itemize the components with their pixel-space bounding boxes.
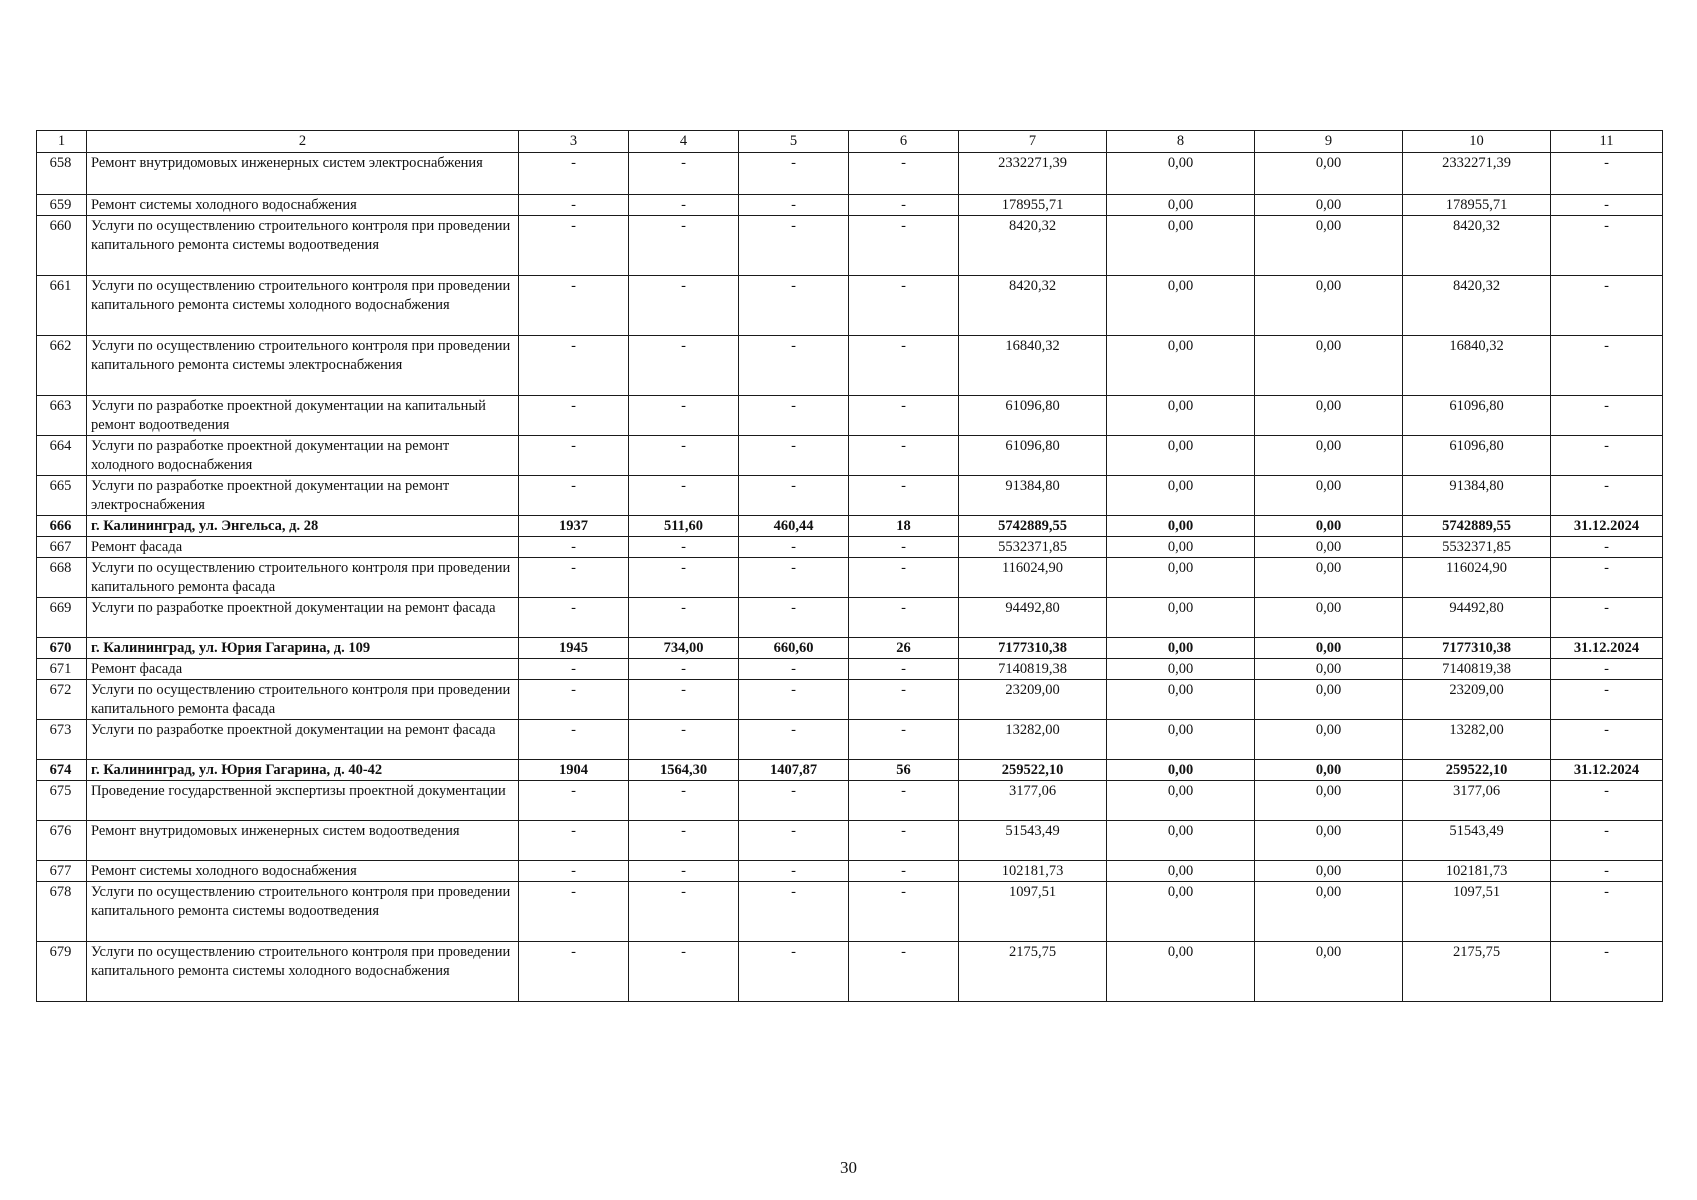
item-name-cell: Ремонт системы холодного водоснабжения — [87, 861, 519, 882]
col-7-cell: 16840,32 — [959, 336, 1107, 396]
table-row — [37, 476, 1663, 516]
item-name-cell: Услуги по разработке проектной документации на ремонт фасада — [87, 598, 519, 638]
col-5-cell: - — [739, 436, 849, 476]
col-3-cell: - — [519, 558, 629, 598]
col-5-cell: - — [739, 153, 849, 195]
table-row — [37, 942, 1663, 1002]
row-number-cell: 679 — [37, 942, 87, 1002]
col-6-cell: - — [849, 558, 959, 598]
col-4-cell: - — [629, 195, 739, 216]
col-10-cell: 1097,51 — [1403, 882, 1551, 942]
col-4-cell: - — [629, 882, 739, 942]
col-4-cell: - — [629, 659, 739, 680]
col-10-cell: 259522,10 — [1403, 760, 1551, 781]
item-name-cell: Услуги по осуществлению строительного контроля при проведении капитального ремонта фасада — [87, 558, 519, 598]
table-row — [37, 720, 1663, 760]
col-7-cell: 5742889,55 — [959, 516, 1107, 537]
col-9-cell: 0,00 — [1255, 216, 1403, 276]
col-5-cell: 660,60 — [739, 638, 849, 659]
col-10-cell: 5742889,55 — [1403, 516, 1551, 537]
col-8-cell: 0,00 — [1107, 821, 1255, 861]
col-3-cell: - — [519, 720, 629, 760]
table-row — [37, 680, 1663, 720]
table-row — [37, 396, 1663, 436]
col-3-cell: - — [519, 276, 629, 336]
col-6-cell: - — [849, 882, 959, 942]
row-number-cell: 666 — [37, 516, 87, 537]
col-8-cell: 0,00 — [1107, 760, 1255, 781]
col-4-cell: - — [629, 680, 739, 720]
item-name-cell: г. Калининград, ул. Юрия Гагарина, д. 40-42 — [87, 760, 519, 781]
col-5-cell: 1407,87 — [739, 760, 849, 781]
col-8-cell: 0,00 — [1107, 638, 1255, 659]
table-row — [37, 195, 1663, 216]
col-6-cell: - — [849, 537, 959, 558]
col-5-cell: 460,44 — [739, 516, 849, 537]
col-7-cell: 7177310,38 — [959, 638, 1107, 659]
row-number-cell: 665 — [37, 476, 87, 516]
col-9-cell: 0,00 — [1255, 598, 1403, 638]
col-11-cell: - — [1551, 396, 1663, 436]
col-10-cell: 23209,00 — [1403, 680, 1551, 720]
col-3-cell: - — [519, 153, 629, 195]
item-name-cell: г. Калининград, ул. Энгельса, д. 28 — [87, 516, 519, 537]
col-6-cell: - — [849, 396, 959, 436]
col-9-cell: 0,00 — [1255, 638, 1403, 659]
row-number-cell: 672 — [37, 680, 87, 720]
col-11-cell: - — [1551, 276, 1663, 336]
col-11-cell: - — [1551, 216, 1663, 276]
col-3-cell: - — [519, 216, 629, 276]
col-10-cell: 51543,49 — [1403, 821, 1551, 861]
col-10-cell: 2332271,39 — [1403, 153, 1551, 195]
table-row — [37, 821, 1663, 861]
col-5-cell: - — [739, 781, 849, 821]
col-8-cell: 0,00 — [1107, 436, 1255, 476]
row-number-cell: 660 — [37, 216, 87, 276]
table-row — [37, 276, 1663, 336]
header-cell: 6 — [849, 131, 959, 153]
col-11-cell: - — [1551, 680, 1663, 720]
col-6-cell: - — [849, 659, 959, 680]
item-name-cell: Услуги по осуществлению строительного контроля при проведении капитального ремонта системы водоотведения — [87, 216, 519, 276]
col-3-cell: - — [519, 336, 629, 396]
item-name-cell: Ремонт фасада — [87, 537, 519, 558]
col-9-cell: 0,00 — [1255, 516, 1403, 537]
item-name-cell: Проведение государственной экспертизы проектной документации — [87, 781, 519, 821]
col-11-cell: - — [1551, 821, 1663, 861]
table-row — [37, 659, 1663, 680]
col-4-cell: - — [629, 821, 739, 861]
col-11-cell: - — [1551, 882, 1663, 942]
col-5-cell: - — [739, 882, 849, 942]
table-row — [37, 216, 1663, 276]
col-8-cell: 0,00 — [1107, 336, 1255, 396]
col-10-cell: 61096,80 — [1403, 396, 1551, 436]
col-6-cell: - — [849, 276, 959, 336]
col-4-cell: - — [629, 336, 739, 396]
col-7-cell: 94492,80 — [959, 598, 1107, 638]
col-5-cell: - — [739, 720, 849, 760]
table-row — [37, 436, 1663, 476]
item-name-cell: Услуги по осуществлению строительного контроля при проведении капитального ремонта системы холодного водоснабжения — [87, 942, 519, 1002]
col-6-cell: - — [849, 216, 959, 276]
col-10-cell: 2175,75 — [1403, 942, 1551, 1002]
col-11-cell: - — [1551, 659, 1663, 680]
row-number-cell: 673 — [37, 720, 87, 760]
item-name-cell: Услуги по разработке проектной документации на ремонт холодного водоснабжения — [87, 436, 519, 476]
col-4-cell: - — [629, 216, 739, 276]
table-row — [37, 558, 1663, 598]
col-4-cell: - — [629, 861, 739, 882]
col-5-cell: - — [739, 336, 849, 396]
row-number-cell: 671 — [37, 659, 87, 680]
col-3-cell: 1904 — [519, 760, 629, 781]
col-7-cell: 7140819,38 — [959, 659, 1107, 680]
col-9-cell: 0,00 — [1255, 821, 1403, 861]
col-11-cell: 31.12.2024 — [1551, 760, 1663, 781]
col-3-cell: - — [519, 476, 629, 516]
col-10-cell: 7177310,38 — [1403, 638, 1551, 659]
table-row — [37, 153, 1663, 195]
col-11-cell: - — [1551, 153, 1663, 195]
col-9-cell: 0,00 — [1255, 882, 1403, 942]
col-8-cell: 0,00 — [1107, 781, 1255, 821]
col-4-cell: - — [629, 276, 739, 336]
col-7-cell: 2175,75 — [959, 942, 1107, 1002]
table-row — [37, 882, 1663, 942]
col-7-cell: 8420,32 — [959, 276, 1107, 336]
col-6-cell: - — [849, 153, 959, 195]
col-9-cell: 0,00 — [1255, 537, 1403, 558]
row-number-cell: 677 — [37, 861, 87, 882]
col-3-cell: - — [519, 882, 629, 942]
col-7-cell: 102181,73 — [959, 861, 1107, 882]
col-11-cell: - — [1551, 195, 1663, 216]
row-number-cell: 676 — [37, 821, 87, 861]
item-name-cell: Услуги по осуществлению строительного контроля при проведении капитального ремонта системы водоотведения — [87, 882, 519, 942]
item-name-cell: Услуги по осуществлению строительного контроля при проведении капитального ремонта фасада — [87, 680, 519, 720]
col-9-cell: 0,00 — [1255, 781, 1403, 821]
col-9-cell: 0,00 — [1255, 195, 1403, 216]
col-6-cell: - — [849, 942, 959, 1002]
col-8-cell: 0,00 — [1107, 659, 1255, 680]
col-11-cell: 31.12.2024 — [1551, 638, 1663, 659]
col-6-cell: - — [849, 821, 959, 861]
col-6-cell: - — [849, 476, 959, 516]
data-table — [36, 130, 1663, 1002]
col-9-cell: 0,00 — [1255, 659, 1403, 680]
item-name-cell: Услуги по разработке проектной документации на капитальный ремонт водоотведения — [87, 396, 519, 436]
row-number-cell: 667 — [37, 537, 87, 558]
col-9-cell: 0,00 — [1255, 476, 1403, 516]
table-row — [37, 516, 1663, 537]
col-10-cell: 116024,90 — [1403, 558, 1551, 598]
row-number-cell: 661 — [37, 276, 87, 336]
col-3-cell: - — [519, 396, 629, 436]
col-5-cell: - — [739, 558, 849, 598]
col-11-cell: 31.12.2024 — [1551, 516, 1663, 537]
col-5-cell: - — [739, 476, 849, 516]
col-8-cell: 0,00 — [1107, 476, 1255, 516]
item-name-cell: Услуги по разработке проектной документации на ремонт фасада — [87, 720, 519, 760]
col-6-cell: - — [849, 781, 959, 821]
item-name-cell: Ремонт фасада — [87, 659, 519, 680]
col-5-cell: - — [739, 942, 849, 1002]
item-name-cell: Ремонт системы холодного водоснабжения — [87, 195, 519, 216]
col-8-cell: 0,00 — [1107, 861, 1255, 882]
document-sheet — [36, 130, 1662, 1002]
col-7-cell: 5532371,85 — [959, 537, 1107, 558]
col-3-cell: - — [519, 680, 629, 720]
col-7-cell: 3177,06 — [959, 781, 1107, 821]
col-3-cell: - — [519, 195, 629, 216]
header-cell: 3 — [519, 131, 629, 153]
col-7-cell: 23209,00 — [959, 680, 1107, 720]
col-9-cell: 0,00 — [1255, 720, 1403, 760]
item-name-cell: Услуги по разработке проектной документации на ремонт электроснабжения — [87, 476, 519, 516]
col-3-cell: - — [519, 436, 629, 476]
col-11-cell: - — [1551, 436, 1663, 476]
col-9-cell: 0,00 — [1255, 558, 1403, 598]
col-8-cell: 0,00 — [1107, 720, 1255, 760]
col-9-cell: 0,00 — [1255, 336, 1403, 396]
col-8-cell: 0,00 — [1107, 195, 1255, 216]
col-10-cell: 8420,32 — [1403, 216, 1551, 276]
row-number-cell: 659 — [37, 195, 87, 216]
col-8-cell: 0,00 — [1107, 276, 1255, 336]
col-11-cell: - — [1551, 537, 1663, 558]
col-6-cell: - — [849, 680, 959, 720]
col-11-cell: - — [1551, 720, 1663, 760]
col-10-cell: 61096,80 — [1403, 436, 1551, 476]
col-6-cell: - — [849, 195, 959, 216]
col-9-cell: 0,00 — [1255, 436, 1403, 476]
col-5-cell: - — [739, 195, 849, 216]
col-7-cell: 1097,51 — [959, 882, 1107, 942]
col-11-cell: - — [1551, 558, 1663, 598]
col-3-cell: - — [519, 861, 629, 882]
header-cell: 11 — [1551, 131, 1663, 153]
row-number-cell: 669 — [37, 598, 87, 638]
table-row — [37, 781, 1663, 821]
col-10-cell: 13282,00 — [1403, 720, 1551, 760]
col-3-cell: 1937 — [519, 516, 629, 537]
col-9-cell: 0,00 — [1255, 396, 1403, 436]
col-11-cell: - — [1551, 781, 1663, 821]
col-8-cell: 0,00 — [1107, 942, 1255, 1002]
col-9-cell: 0,00 — [1255, 276, 1403, 336]
col-8-cell: 0,00 — [1107, 216, 1255, 276]
col-7-cell: 51543,49 — [959, 821, 1107, 861]
col-10-cell: 5532371,85 — [1403, 537, 1551, 558]
col-5-cell: - — [739, 861, 849, 882]
table-row — [37, 760, 1663, 781]
col-5-cell: - — [739, 216, 849, 276]
row-number-cell: 658 — [37, 153, 87, 195]
col-10-cell: 16840,32 — [1403, 336, 1551, 396]
header-cell: 9 — [1255, 131, 1403, 153]
col-4-cell: - — [629, 153, 739, 195]
table-row — [37, 537, 1663, 558]
row-number-cell: 668 — [37, 558, 87, 598]
col-4-cell: - — [629, 942, 739, 1002]
col-9-cell: 0,00 — [1255, 861, 1403, 882]
item-name-cell: г. Калининград, ул. Юрия Гагарина, д. 109 — [87, 638, 519, 659]
col-4-cell: - — [629, 598, 739, 638]
item-name-cell: Ремонт внутридомовых инженерных систем водоотведения — [87, 821, 519, 861]
col-7-cell: 61096,80 — [959, 396, 1107, 436]
col-9-cell: 0,00 — [1255, 760, 1403, 781]
col-10-cell: 91384,80 — [1403, 476, 1551, 516]
item-name-cell: Ремонт внутридомовых инженерных систем электроснабжения — [87, 153, 519, 195]
col-8-cell: 0,00 — [1107, 882, 1255, 942]
col-7-cell: 8420,32 — [959, 216, 1107, 276]
col-7-cell: 61096,80 — [959, 436, 1107, 476]
header-cell: 7 — [959, 131, 1107, 153]
col-8-cell: 0,00 — [1107, 598, 1255, 638]
col-5-cell: - — [739, 821, 849, 861]
col-7-cell: 178955,71 — [959, 195, 1107, 216]
header-cell: 10 — [1403, 131, 1551, 153]
col-4-cell: - — [629, 781, 739, 821]
col-3-cell: - — [519, 781, 629, 821]
col-9-cell: 0,00 — [1255, 153, 1403, 195]
col-7-cell: 91384,80 — [959, 476, 1107, 516]
col-6-cell: - — [849, 861, 959, 882]
col-4-cell: - — [629, 558, 739, 598]
col-7-cell: 13282,00 — [959, 720, 1107, 760]
col-10-cell: 94492,80 — [1403, 598, 1551, 638]
col-4-cell: - — [629, 396, 739, 436]
col-6-cell: - — [849, 720, 959, 760]
page-number: 30 — [840, 1158, 857, 1177]
col-9-cell: 0,00 — [1255, 942, 1403, 1002]
col-8-cell: 0,00 — [1107, 558, 1255, 598]
col-9-cell: 0,00 — [1255, 680, 1403, 720]
col-4-cell: - — [629, 436, 739, 476]
header-cell: 5 — [739, 131, 849, 153]
table-row — [37, 861, 1663, 882]
col-7-cell: 116024,90 — [959, 558, 1107, 598]
col-11-cell: - — [1551, 598, 1663, 638]
col-4-cell: - — [629, 476, 739, 516]
row-number-cell: 678 — [37, 882, 87, 942]
col-4-cell: - — [629, 537, 739, 558]
col-3-cell: 1945 — [519, 638, 629, 659]
col-3-cell: - — [519, 659, 629, 680]
col-6-cell: 26 — [849, 638, 959, 659]
col-8-cell: 0,00 — [1107, 537, 1255, 558]
item-name-cell: Услуги по осуществлению строительного контроля при проведении капитального ремонта системы холодного водоснабжения — [87, 276, 519, 336]
row-number-cell: 674 — [37, 760, 87, 781]
header-cell: 1 — [37, 131, 87, 153]
col-10-cell: 3177,06 — [1403, 781, 1551, 821]
col-8-cell: 0,00 — [1107, 396, 1255, 436]
col-11-cell: - — [1551, 861, 1663, 882]
row-number-cell: 675 — [37, 781, 87, 821]
header-cell: 8 — [1107, 131, 1255, 153]
col-6-cell: - — [849, 336, 959, 396]
item-name-cell: Услуги по осуществлению строительного контроля при проведении капитального ремонта системы электроснабжения — [87, 336, 519, 396]
col-3-cell: - — [519, 598, 629, 638]
col-8-cell: 0,00 — [1107, 680, 1255, 720]
col-6-cell: - — [849, 598, 959, 638]
col-3-cell: - — [519, 821, 629, 861]
col-8-cell: 0,00 — [1107, 516, 1255, 537]
col-10-cell: 102181,73 — [1403, 861, 1551, 882]
col-7-cell: 259522,10 — [959, 760, 1107, 781]
col-6-cell: 56 — [849, 760, 959, 781]
header-row — [37, 131, 1663, 153]
col-5-cell: - — [739, 537, 849, 558]
row-number-cell: 662 — [37, 336, 87, 396]
col-5-cell: - — [739, 276, 849, 336]
col-4-cell: 511,60 — [629, 516, 739, 537]
table-row — [37, 638, 1663, 659]
col-6-cell: - — [849, 436, 959, 476]
col-8-cell: 0,00 — [1107, 153, 1255, 195]
col-11-cell: - — [1551, 336, 1663, 396]
col-11-cell: - — [1551, 942, 1663, 1002]
col-4-cell: 734,00 — [629, 638, 739, 659]
col-5-cell: - — [739, 659, 849, 680]
header-cell: 4 — [629, 131, 739, 153]
col-5-cell: - — [739, 680, 849, 720]
row-number-cell: 670 — [37, 638, 87, 659]
row-number-cell: 664 — [37, 436, 87, 476]
col-4-cell: - — [629, 720, 739, 760]
col-4-cell: 1564,30 — [629, 760, 739, 781]
col-11-cell: - — [1551, 476, 1663, 516]
col-6-cell: 18 — [849, 516, 959, 537]
col-10-cell: 8420,32 — [1403, 276, 1551, 336]
col-10-cell: 7140819,38 — [1403, 659, 1551, 680]
col-7-cell: 2332271,39 — [959, 153, 1107, 195]
table-row — [37, 336, 1663, 396]
col-3-cell: - — [519, 942, 629, 1002]
col-10-cell: 178955,71 — [1403, 195, 1551, 216]
table-row — [37, 598, 1663, 638]
col-3-cell: - — [519, 537, 629, 558]
row-number-cell: 663 — [37, 396, 87, 436]
col-5-cell: - — [739, 598, 849, 638]
header-cell: 2 — [87, 131, 519, 153]
col-5-cell: - — [739, 396, 849, 436]
